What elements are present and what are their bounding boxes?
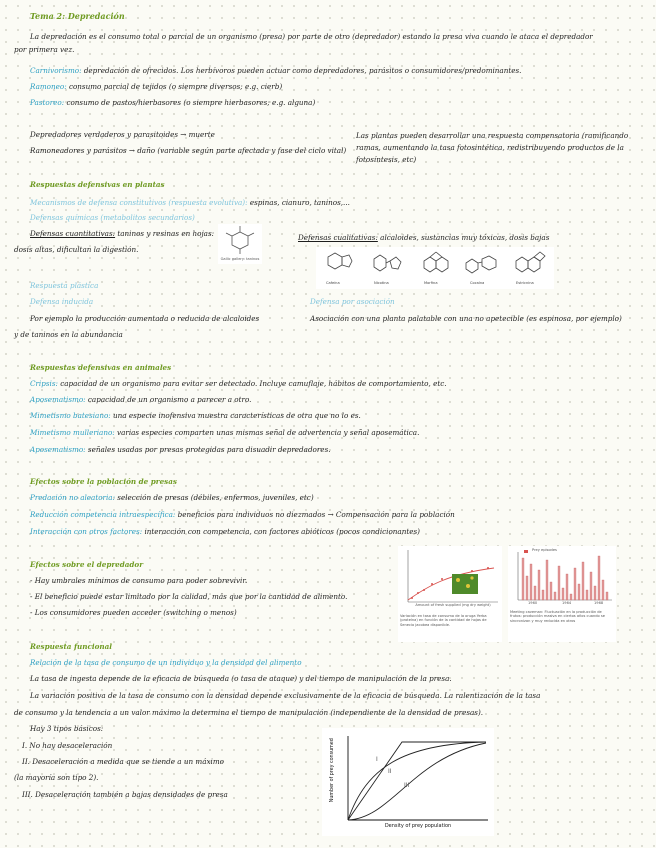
fig2-tick: 1960 — [528, 601, 538, 605]
prey-effect-term: Interacción con otros factores: — [30, 527, 143, 536]
type-2a: II. Desaceleración a medida que se tiende a un máximo — [22, 757, 224, 766]
curve-label-2: II — [388, 768, 392, 775]
animal-defense-text: capacidad de un organismo a parecer a otro. — [87, 395, 252, 404]
definition-ramoneo — [30, 82, 282, 91]
definition-text: consumo parcial de tejidos (o siempre diversos; e.g. cierb) — [68, 82, 283, 91]
caffeine-structure — [320, 249, 358, 279]
induced-defense-label: Defensa inducida — [30, 297, 94, 306]
consumption-rate-figure — [398, 546, 502, 642]
plastic-response-heading: Respuesta plástica — [30, 281, 99, 290]
animal-defense-text: capacidad de un organismo para evitar ser detectado. Incluye camuflaje, hábitos de comportamiento, etc. — [60, 379, 447, 388]
animal-defense-item — [30, 428, 419, 437]
prey-effect-text: selección de presas (débiles, enfermos, juveniles, etc) — [117, 493, 314, 502]
type-3: III. Desaceleración también a bajas densidades de presa — [22, 790, 228, 799]
type-1: I. No hay desaceleración — [22, 741, 113, 750]
gallic-acid-structure — [218, 224, 262, 256]
type-2-curve — [348, 742, 486, 820]
nicotine-structure — [368, 249, 406, 279]
alkaloid-molecules-figure — [316, 247, 554, 289]
intro-line-2: por primera vez. — [14, 45, 75, 54]
functional-response-heading: Respuesta funcional — [30, 642, 112, 651]
prey-effect-term: Reducción competencia intraespecífica: — [30, 510, 176, 519]
animal-defense-text: varias especies comparten unas mismas señal de advertencia y señal aposemática. — [117, 428, 420, 437]
gallic-caption: Gallic gallery: taninos — [220, 257, 260, 261]
predator-effect-item: - El beneficio puede estar limitado por la calidad, más que por la cantidad de alimento. — [30, 592, 348, 601]
type-3-curve — [348, 743, 486, 820]
association-defense-label: Defensa por asociación — [310, 297, 395, 306]
qualitative-text: alcaloides, sustancias muy tóxicas, dosis bajas — [380, 233, 550, 242]
functional-line-2: La variación positiva de la tasa de consumo con la densidad depende exclusivamente de la eficacia de búsqueda. La ralentización de la tasa — [30, 691, 541, 700]
fig2-tick: 1964 — [562, 601, 572, 605]
definition-pastoreo — [30, 98, 315, 107]
page-title: Tema 2: Depredación — [30, 11, 125, 21]
graph-xlabel: Density of prey population — [384, 823, 452, 829]
definition-term: Carnivorismo: — [30, 66, 82, 75]
plant-defenses-heading: Respuestas defensivas en plantas — [30, 180, 165, 189]
quantitative-text-2: dosis altas, dificultan la digestión. — [14, 245, 139, 254]
prey-effects-heading: Efectos sobre la población de presas — [30, 477, 177, 486]
curve-label-1: I — [376, 756, 378, 763]
association-defense-text: Asociación con una planta palatable con una no apetecible (es espinosa, por ejemplo) — [310, 314, 622, 323]
functional-response-subheading: Relación de la tasa de consumo de un individuo y la densidad del alimento — [30, 658, 302, 667]
functional-line-3: de consumo y la tendencia a un valor máximo la determina el tiempo de manipulación (independiente de la densidad de presas). — [14, 708, 484, 717]
animal-defense-term: Cripsis: — [30, 379, 58, 388]
predator-effects-heading: Efectos sobre el depredador — [30, 560, 143, 569]
plant-defenses-constitutive — [30, 198, 350, 207]
animal-defenses-heading: Respuestas defensivas en animales — [30, 363, 172, 372]
molecule-label: Morfina — [424, 281, 438, 285]
animal-defense-term: Aposematismo: — [30, 445, 86, 454]
animal-defense-term: Mimetismo batesiano: — [30, 411, 111, 420]
animal-defense-text: una especie inofensiva muestra características de otra que no lo es. — [113, 411, 361, 420]
definition-term: Pastoreo: — [30, 98, 65, 107]
types-left-1: Depredadores verdaderos y parasitoides → muerte — [30, 130, 215, 139]
animal-defense-term: Aposematismo: — [30, 395, 86, 404]
functional-response-figure — [322, 728, 494, 836]
animal-defense-item — [30, 411, 361, 420]
types-left-2: Ramoneadores y parásitos → daño (variable según parte afectada y fase del ciclo vital) — [30, 146, 347, 155]
molecule-label: Estricnina — [516, 281, 534, 285]
induced-defense-text-1: Por ejemplo la producción aumentada o reducida de alcaloides — [30, 314, 260, 323]
prey-effect-item — [30, 493, 314, 502]
definition-term: Ramoneo: — [30, 82, 67, 91]
gallic-acid-figure — [218, 224, 262, 264]
definition-text: consumo de pastos/hierbasores (o siempre hierbasores; e.g. alguna) — [66, 98, 316, 107]
strychnine-structure — [510, 249, 548, 279]
fig2-caption: Meeting caveman: Fluctuación en la producción de frutos: producción masiva en ciertos años cuando se sincronizan y muy reducida en otros — [510, 610, 605, 623]
cocaine-structure — [462, 249, 500, 279]
molecule-label: Nicotina — [374, 281, 389, 285]
fig2-tick: 1968 — [594, 601, 604, 605]
types-right: Las plantas pueden desarrollar una respuesta compensatoria (ramificando ramas, aumentando la tasa fotosintética, redistribuyendo productos de la fotosíntesis, etc) — [356, 131, 629, 164]
predator-effect-item: - Hay umbrales mínimos de consumo para poder sobrevivir. — [30, 576, 248, 585]
definition-text: depredación de ofrecidos. Los herbívoros pueden actuar como depredadores, parásitos o consumidores/predominantes. — [83, 66, 522, 75]
animal-defense-item — [30, 395, 251, 404]
type-1-curve — [348, 742, 486, 820]
constitutive-label: Mecanismos de defensa constitutivos (respuesta evolutiva): — [30, 198, 248, 207]
prey-effect-text: beneficios para individuos no diezmados → Compensación para la población — [177, 510, 455, 519]
prey-effect-text: interacción con competencia, con factores abióticos (pocos condicionantes) — [144, 527, 420, 536]
quantitative-defenses — [30, 229, 214, 238]
animal-defense-item — [30, 379, 447, 388]
graph-ylabel: Number of prey consumed — [329, 738, 335, 803]
prey-effect-item — [30, 527, 420, 536]
animal-defense-term: Mimetismo mulleriano: — [30, 428, 115, 437]
fig1-caption: Variación en tasa de consumo de la oruga Yerba (proteína) en función de la cantidad de hojas de Senecio jacobea disponible. — [400, 614, 487, 627]
predator-effect-item: - Los consumidores pueden acceder (switching o menos) — [30, 608, 237, 617]
fig1-xlabel: Amount of fresh supplied (mg dry weight) — [415, 603, 491, 607]
mast-fluctuation-figure — [508, 546, 616, 642]
quantitative-label: Defensas cuantitativas: — [30, 229, 116, 238]
induced-defense-text-2: y de taninos en la abundancia — [14, 330, 123, 339]
intro-line-1: La depredación es el consumo total o parcial de un organismo (presa) por parte de otro (depredador) estando la presa viva cuando le ataca el depredador — [30, 32, 593, 41]
qualitative-defenses — [298, 233, 549, 242]
types-intro: Hay 3 tipos básicos: — [30, 724, 104, 733]
curve-label-3: III — [404, 782, 410, 789]
definition-carnivorismo — [30, 66, 521, 75]
fig2-legend: Prey episodes — [532, 548, 557, 552]
qualitative-label: Defensas cualitativas: — [298, 233, 378, 242]
morphine-structure — [416, 249, 454, 279]
molecule-label: Cafeína — [326, 281, 340, 285]
type-2b: (la mayoría son tipo 2). — [14, 773, 99, 782]
chemical-defenses-label: Defensas químicas (metabolitos secundarios) — [30, 213, 195, 222]
animal-defense-item — [30, 445, 331, 454]
animal-defense-text: señales usadas por presas protegidas para disuadir depredadores. — [87, 445, 331, 454]
molecule-label: Cocaína — [470, 281, 485, 285]
prey-effect-item — [30, 510, 455, 519]
mast-fluctuation-plot — [508, 546, 616, 608]
constitutive-examples: espinas, cianuro, taninos,... — [249, 198, 350, 207]
prey-effect-term: Predación no aleatoria: — [30, 493, 115, 502]
quantitative-text: taninos y resinas en hojas: — [117, 229, 215, 238]
functional-line-1: La tasa de ingesta depende de la eficacia de búsqueda (o tasa de ataque) y del tiempo de manipulación de la presa. — [30, 674, 452, 683]
